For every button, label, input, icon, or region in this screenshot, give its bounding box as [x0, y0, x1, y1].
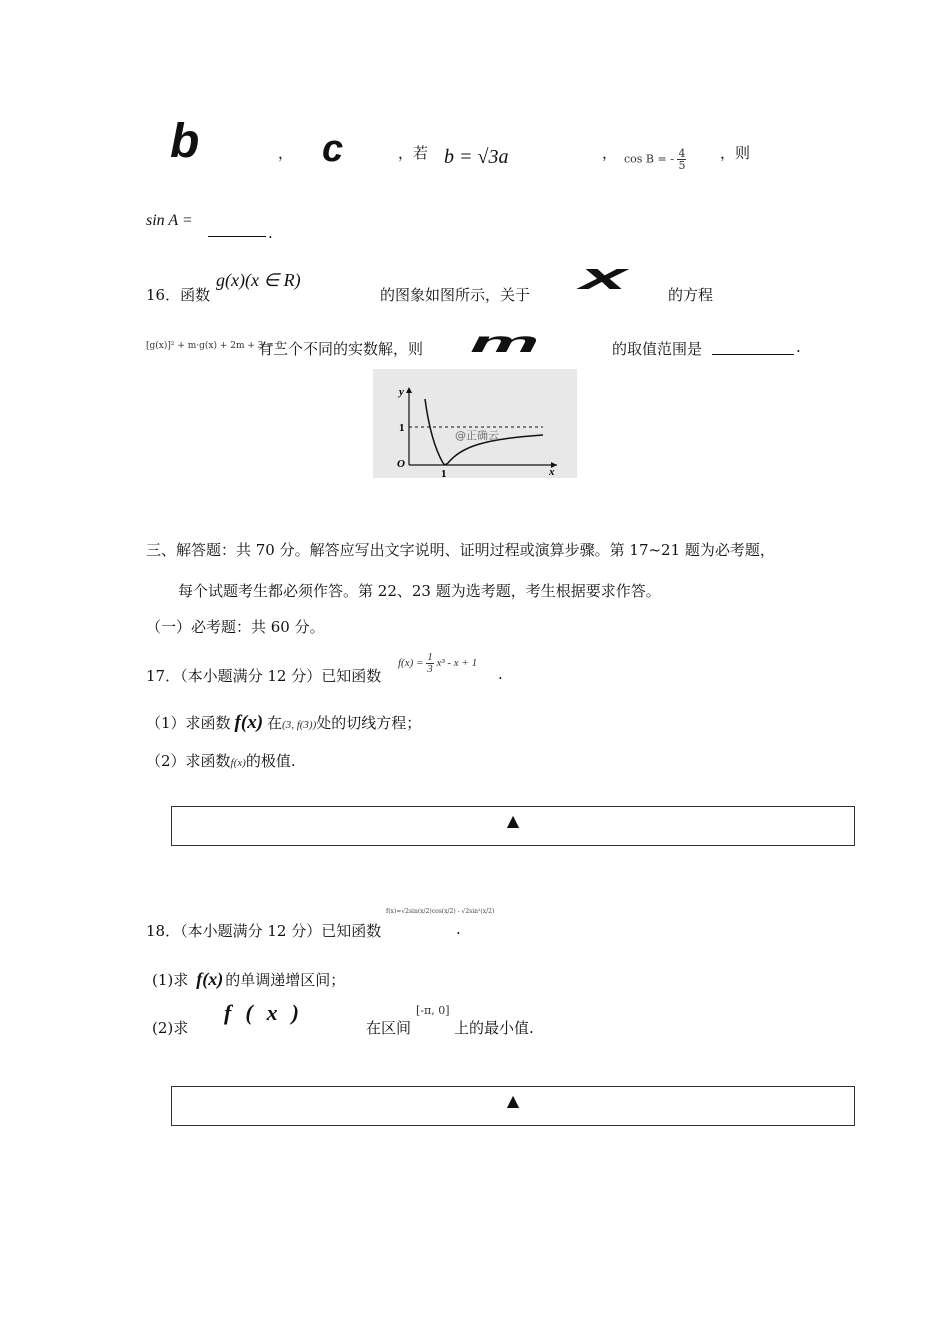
answer-blank: [712, 354, 794, 355]
origin-label: O: [397, 458, 405, 470]
part1-tail: 处的切线方程；: [316, 714, 422, 732]
section3-line2: 每个试题考生都必须作答。第 22、23 题为选考题，考生根据要求作答。: [178, 582, 661, 600]
denominator: 3: [427, 663, 433, 675]
answer-blank: [208, 236, 266, 237]
triangle-icon: ▲: [506, 1091, 520, 1110]
func-symbol: f(x): [196, 969, 224, 989]
q16-text3: 有三个不同的实数解，则: [258, 340, 424, 358]
y-tick-one: 1: [399, 422, 405, 434]
period: .: [796, 338, 801, 356]
q17-head: 17．（本小题满分 12 分）已知函数: [146, 667, 382, 685]
period: .: [456, 920, 461, 938]
denominator: 5: [678, 159, 686, 172]
part2-lead: （2）求函数: [146, 752, 231, 770]
func-symbol: f(x): [224, 1000, 313, 1025]
c-symbol: c: [322, 128, 344, 170]
part1-lead: (1)求: [152, 971, 189, 989]
condition-b: b = √3a: [444, 146, 509, 168]
q16-number: 16．函数: [146, 286, 211, 304]
part1-lead: （1）求函数: [146, 714, 231, 732]
function-graph: [373, 369, 577, 478]
comma: ，: [278, 144, 294, 162]
x-symbol: x: [580, 256, 627, 298]
condition-cos: [624, 148, 686, 171]
fraction: [426, 652, 434, 675]
sin-a-label: sin A =: [146, 212, 193, 229]
answer-box-q18[interactable]: [171, 1086, 855, 1126]
func-rhs: x³ - x + 1: [436, 657, 478, 670]
comma: ，: [602, 144, 618, 162]
section3-line1: 三、解答题：共 70 分。解答应写出文字说明、证明过程或演算步骤。第 17~21 题为必考题，: [146, 541, 775, 559]
q18-func: f(x)=√2sin(x/2)cos(x/2) - √2sin²(x/2): [386, 908, 495, 915]
q18-head: 18．（本小题满分 12 分）已知函数: [146, 922, 382, 940]
q16-func: g(x)(x ∈ R): [216, 270, 301, 290]
point: (3, f(3)): [282, 719, 317, 731]
answer-box-q17[interactable]: [171, 806, 855, 846]
q17-part2: [146, 750, 296, 771]
q16-equation: [g(x)]² + m·g(x) + 2m + 3 = 0: [146, 341, 283, 351]
q18-part2-tail: 上的最小值.: [454, 1019, 534, 1037]
part2-tail: 的极值.: [245, 752, 296, 770]
numerator: 1: [427, 651, 433, 663]
q17-func: [398, 652, 477, 675]
x-label: x: [549, 466, 555, 478]
m-symbol: m: [470, 326, 540, 359]
watermark: @正确云: [455, 429, 499, 442]
ze-text: ，则: [720, 144, 751, 162]
fraction: [677, 148, 686, 171]
q18-part1: [152, 969, 345, 990]
b-symbol: b: [170, 115, 200, 168]
func-lhs: f(x) =: [398, 657, 424, 670]
func-symbol: f(x): [230, 757, 246, 769]
func-symbol: f(x): [234, 712, 264, 733]
interval: [-π, 0]: [416, 1004, 450, 1017]
section3-sub: （一）必考题：共 60 分。: [146, 618, 325, 636]
q16-text2: 的方程: [668, 286, 714, 304]
period: .: [268, 224, 273, 242]
q17-part1: [146, 712, 421, 734]
numerator: 4: [678, 147, 686, 160]
period: .: [498, 665, 503, 683]
ruo-text: ，若: [398, 144, 429, 162]
y-label: y: [399, 386, 404, 398]
triangle-icon: ▲: [506, 811, 520, 830]
q16-text4: 的取值范围是: [612, 340, 703, 358]
cos-lhs: cos B = -: [624, 152, 674, 166]
q16-text1: 的图象如图所示，关于: [380, 286, 531, 304]
q18-part2-lead: (2)求: [152, 1019, 189, 1037]
y-axis-arrow: [406, 387, 412, 393]
part1-tail: 的单调递增区间；: [225, 971, 346, 989]
x-tick-one: 1: [441, 468, 447, 478]
part1-at: 在: [267, 714, 283, 732]
sin-a-question: [146, 210, 193, 230]
graph-svg: [373, 369, 577, 478]
q18-part2-in: 在区间: [366, 1019, 412, 1037]
